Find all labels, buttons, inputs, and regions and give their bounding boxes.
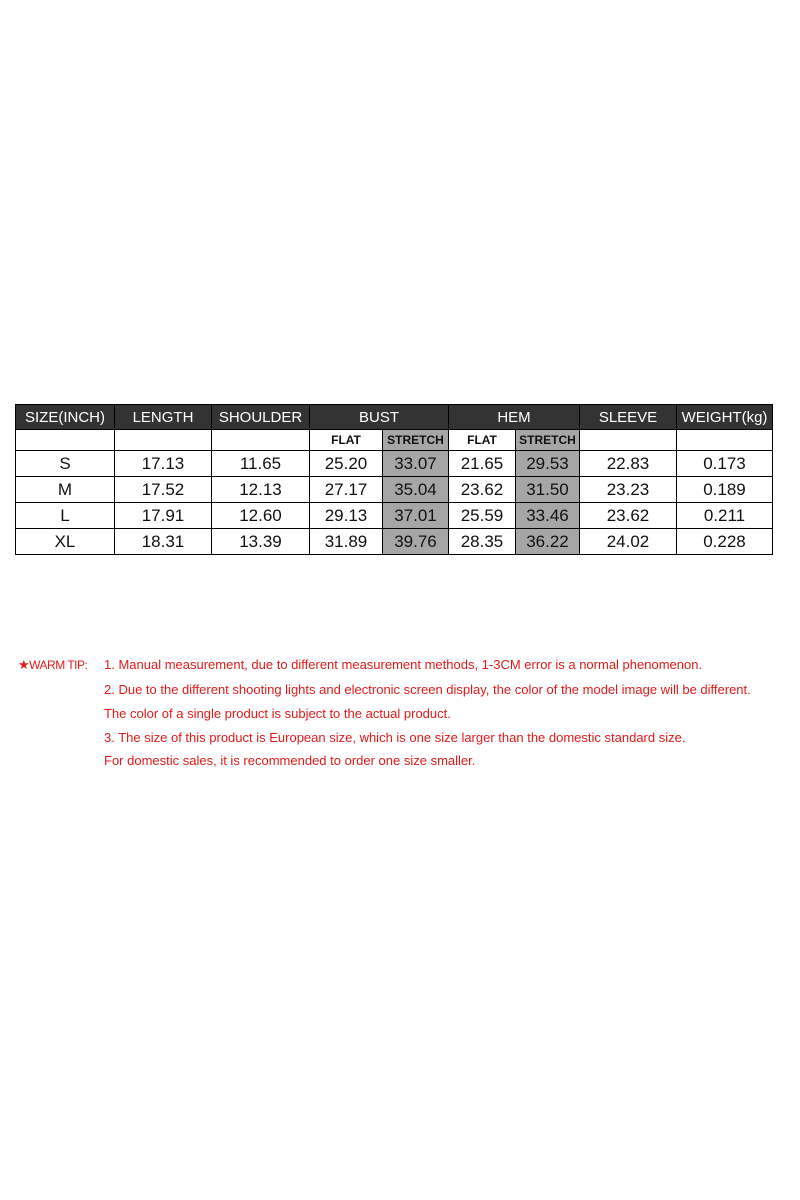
cell-hem-stretch: 31.50 bbox=[516, 477, 580, 503]
cell-shoulder: 12.60 bbox=[212, 503, 310, 529]
table-row bbox=[16, 503, 773, 529]
cell-hem-stretch: 33.46 bbox=[516, 503, 580, 529]
cell-bust-flat: 25.20 bbox=[310, 451, 383, 477]
cell-shoulder: 13.39 bbox=[212, 529, 310, 555]
subheader-hem-stretch: STRETCH bbox=[516, 430, 580, 451]
cell-sleeve: 24.02 bbox=[580, 529, 677, 555]
cell-bust-flat: 31.89 bbox=[310, 529, 383, 555]
cell-hem-flat: 28.35 bbox=[449, 529, 516, 555]
cell-bust-stretch: 39.76 bbox=[383, 529, 449, 555]
cell-bust-stretch: 35.04 bbox=[383, 477, 449, 503]
subheader-bust-stretch: STRETCH bbox=[383, 430, 449, 451]
tip-line: 2. Due to the different shooting lights and electronic screen display, the color of the model image will be different. bbox=[104, 682, 751, 697]
cell-length: 18.31 bbox=[115, 529, 212, 555]
cell-size: S bbox=[16, 451, 115, 477]
tip-line: 1. Manual measurement, due to different measurement methods, 1-3CM error is a normal phenomenon. bbox=[104, 657, 703, 672]
cell-bust-stretch: 37.01 bbox=[383, 503, 449, 529]
cell-size: XL bbox=[16, 529, 115, 555]
warm-tip-text: WARM TIP: bbox=[29, 658, 88, 672]
cell-shoulder: 12.13 bbox=[212, 477, 310, 503]
tip-line: The color of a single product is subject to the actual product. bbox=[104, 706, 451, 721]
header-shoulder: SHOULDER bbox=[212, 405, 310, 430]
tip-line: 3. The size of this product is European size, which is one size larger than the domestic standard size. bbox=[104, 730, 686, 745]
cell-bust-flat: 27.17 bbox=[310, 477, 383, 503]
header-weight: WEIGHT(kg) bbox=[677, 405, 773, 430]
cell-weight: 0.228 bbox=[677, 529, 773, 555]
header-length: LENGTH bbox=[115, 405, 212, 430]
warm-tip-label bbox=[18, 657, 87, 673]
cell-hem-flat: 25.59 bbox=[449, 503, 516, 529]
cell-hem-flat: 23.62 bbox=[449, 477, 516, 503]
table-row bbox=[16, 529, 773, 555]
subheader-empty bbox=[677, 430, 773, 451]
cell-weight: 0.173 bbox=[677, 451, 773, 477]
subheader-hem-flat: FLAT bbox=[449, 430, 516, 451]
cell-bust-flat: 29.13 bbox=[310, 503, 383, 529]
header-sleeve: SLEEVE bbox=[580, 405, 677, 430]
cell-sleeve: 23.23 bbox=[580, 477, 677, 503]
table-row bbox=[16, 477, 773, 503]
subheader-empty bbox=[115, 430, 212, 451]
cell-sleeve: 23.62 bbox=[580, 503, 677, 529]
cell-hem-stretch: 29.53 bbox=[516, 451, 580, 477]
cell-size: L bbox=[16, 503, 115, 529]
header-size: SIZE(INCH) bbox=[16, 405, 115, 430]
header-row bbox=[16, 405, 773, 430]
cell-shoulder: 11.65 bbox=[212, 451, 310, 477]
cell-size: M bbox=[16, 477, 115, 503]
subheader-empty bbox=[580, 430, 677, 451]
cell-sleeve: 22.83 bbox=[580, 451, 677, 477]
cell-hem-flat: 21.65 bbox=[449, 451, 516, 477]
cell-length: 17.52 bbox=[115, 477, 212, 503]
cell-weight: 0.189 bbox=[677, 477, 773, 503]
star-icon: ★ bbox=[18, 657, 30, 672]
subheader-row bbox=[16, 430, 773, 451]
cell-weight: 0.211 bbox=[677, 503, 773, 529]
size-chart-table bbox=[15, 404, 773, 555]
cell-length: 17.13 bbox=[115, 451, 212, 477]
header-bust: BUST bbox=[310, 405, 449, 430]
tip-line: For domestic sales, it is recommended to order one size smaller. bbox=[104, 753, 476, 768]
subheader-bust-flat: FLAT bbox=[310, 430, 383, 451]
subheader-empty bbox=[16, 430, 115, 451]
cell-length: 17.91 bbox=[115, 503, 212, 529]
header-hem: HEM bbox=[449, 405, 580, 430]
cell-hem-stretch: 36.22 bbox=[516, 529, 580, 555]
table-row bbox=[16, 451, 773, 477]
subheader-empty bbox=[212, 430, 310, 451]
cell-bust-stretch: 33.07 bbox=[383, 451, 449, 477]
